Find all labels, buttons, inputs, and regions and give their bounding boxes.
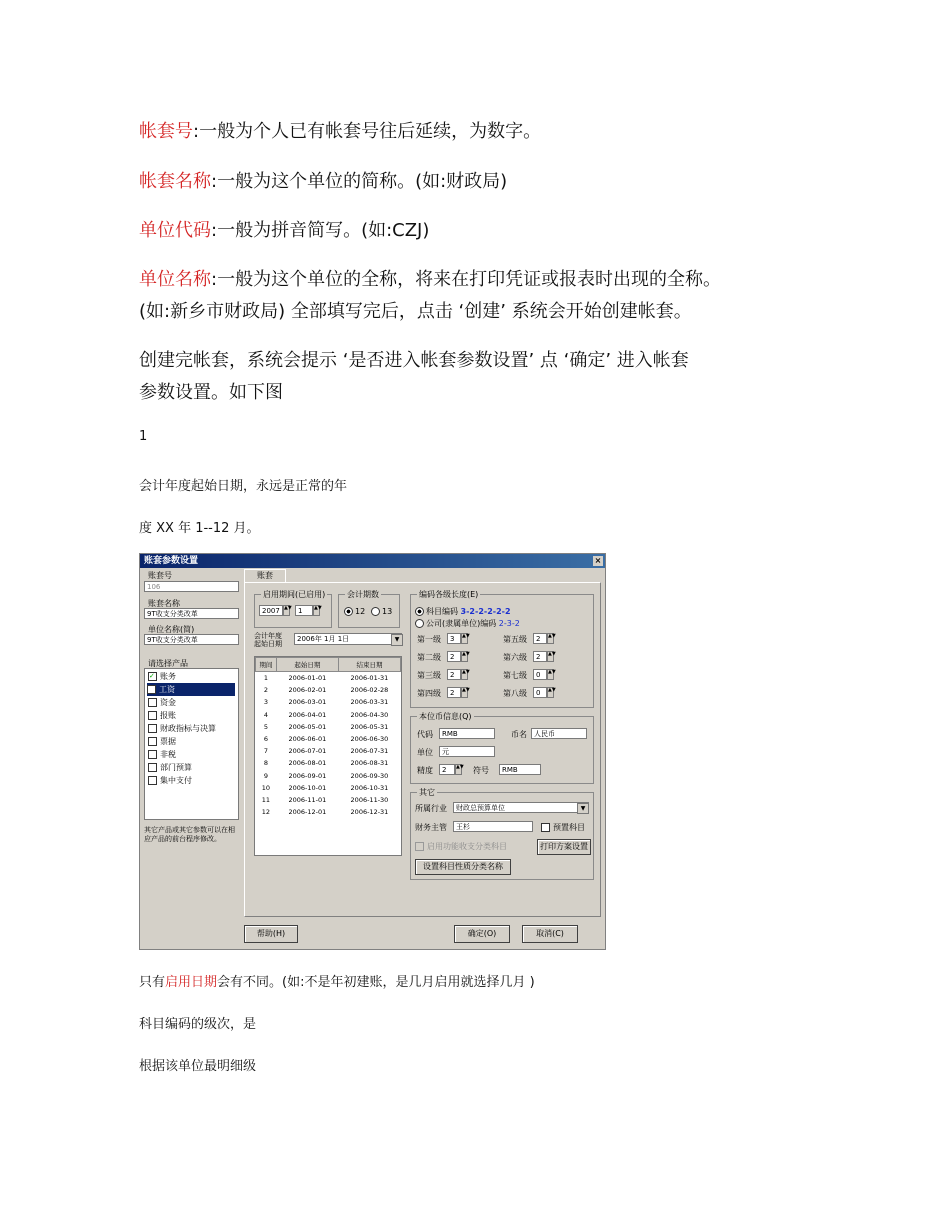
table-cell: 2006-07-31 xyxy=(350,747,389,756)
period-table xyxy=(254,656,402,856)
para-unit-name-line2: (如:新乡市财政局) 全部填写完后，点击 ‘创建’ 系统会开始创建帐套。 xyxy=(139,301,692,322)
level-spinner[interactable]: ▲▼ xyxy=(461,669,468,680)
table-row[interactable] xyxy=(256,721,401,733)
table-cell: 11 xyxy=(261,795,271,804)
col-header: 结束日期 xyxy=(338,658,400,672)
ok-button[interactable]: 确定(O) xyxy=(454,925,510,943)
start-month[interactable]: 1 xyxy=(295,605,313,616)
table-cell: 2006-08-31 xyxy=(350,759,389,768)
tab-account[interactable]: 账套 xyxy=(244,569,286,582)
period-13-radio[interactable]: 13 xyxy=(371,607,392,616)
product-item[interactable]: 工资 xyxy=(147,683,235,696)
period-table-grid xyxy=(255,657,401,818)
table-row[interactable] xyxy=(256,770,401,782)
table-cell: 2006-01-01 xyxy=(288,674,327,683)
currency-name-label: 币名 xyxy=(511,730,527,739)
product-item[interactable]: 非税 xyxy=(148,748,176,761)
table-cell: 2006-12-31 xyxy=(350,808,389,817)
table-cell: 6 xyxy=(263,735,268,744)
table-cell: 2006-06-01 xyxy=(288,735,327,744)
table-cell: 12 xyxy=(261,808,271,817)
industry-select[interactable]: 财政总预算单位 xyxy=(453,802,589,813)
table-cell: 2006-02-01 xyxy=(288,686,327,695)
preset-subjects-checkbox[interactable]: 预置科目 xyxy=(541,822,585,833)
table-cell: 8 xyxy=(263,759,268,768)
table-row[interactable] xyxy=(256,806,401,818)
chevron-down-icon[interactable]: ▼ xyxy=(391,634,403,646)
cancel-button[interactable]: 取消(C) xyxy=(522,925,578,943)
table-row[interactable] xyxy=(256,733,401,745)
industry-label: 所属行业 xyxy=(415,804,447,813)
start-year[interactable]: 2007 xyxy=(259,605,283,616)
level-spinner[interactable]: ▲▼ xyxy=(547,687,554,698)
account-settings-dialog xyxy=(139,553,606,950)
symbol-field[interactable]: RMB xyxy=(499,764,541,775)
symbol-label: 符号 xyxy=(473,766,489,775)
table-cell: 2006-08-01 xyxy=(288,759,327,768)
table-cell: 2006-10-01 xyxy=(288,783,327,792)
product-item[interactable]: ✓ 账务 xyxy=(149,672,176,681)
table-row[interactable] xyxy=(256,684,401,696)
level-label: 第四级 xyxy=(417,689,441,698)
table-cell: 4 xyxy=(263,710,268,719)
level-length-field[interactable]: 2 xyxy=(533,633,547,644)
table-cell: 1 xyxy=(263,674,268,683)
level-spinner[interactable]: ▲▼ xyxy=(547,633,554,644)
para-unit-name: 单位名称:一般为这个单位的全称，将来在打印凭证或报表时出现的全称。 xyxy=(139,269,722,290)
table-cell: 2006-11-01 xyxy=(288,795,327,804)
table-cell: 9 xyxy=(263,771,268,780)
level-length-field[interactable]: 0 xyxy=(533,687,547,698)
term-label: 帐套名称 xyxy=(139,171,211,192)
dialog-title-bar: 账套参数设置 × xyxy=(140,554,605,568)
term-label: 单位代码 xyxy=(139,220,211,241)
product-item[interactable]: 部门预算 xyxy=(148,761,192,774)
fy-start-select[interactable]: 2006年 1月 1日 xyxy=(294,633,402,645)
precision-field[interactable]: 2 xyxy=(439,764,455,775)
level-length-field[interactable]: 3 xyxy=(447,633,461,644)
level-label: 第五级 xyxy=(503,635,527,644)
level-spinner[interactable]: ▲▼ xyxy=(547,651,554,662)
page-number: 1 xyxy=(139,429,148,444)
level-spinner[interactable]: ▲▼ xyxy=(461,633,468,644)
table-cell: 2006-11-30 xyxy=(350,795,389,804)
para-create-line1: 创建完帐套，系统会提示 ‘是否进入帐套参数设置’ 点 ‘确定’ 进入帐套 xyxy=(139,350,689,371)
level-label: 第三级 xyxy=(417,671,441,680)
table-cell: 2006-09-30 xyxy=(350,771,389,780)
product-item[interactable]: 报账 xyxy=(148,709,176,722)
level-length-field[interactable]: 2 xyxy=(447,651,461,662)
level-label: 第二级 xyxy=(417,653,441,662)
level-spinner[interactable]: ▲▼ xyxy=(547,669,554,680)
table-cell: 2006-01-31 xyxy=(350,674,389,683)
table-row[interactable] xyxy=(256,757,401,769)
supervisor-field[interactable]: 王杉 xyxy=(453,821,533,832)
currency-code-label: 代码 xyxy=(417,730,433,739)
fy-start-label: 会计年度 起始日期 xyxy=(254,632,282,648)
para-acct-no: 帐套号:一般为个人已有帐套号往后延续，为数字。 xyxy=(139,121,542,142)
table-cell: 2006-04-30 xyxy=(350,710,389,719)
para-create-line2: 参数设置。如下图 xyxy=(139,382,283,403)
product-item[interactable]: 财政指标与决算 xyxy=(148,722,216,735)
note-fiscal-year: 会计年度起始日期，永远是正常的年 xyxy=(139,479,348,494)
year-spinner[interactable]: ▲▼ xyxy=(283,605,290,616)
table-cell: 2006-02-28 xyxy=(350,686,389,695)
level-label: 第八级 xyxy=(503,689,527,698)
table-cell: 7 xyxy=(263,747,268,756)
currency-unit-field[interactable]: 元 xyxy=(439,746,495,757)
level-spinner[interactable]: ▲▼ xyxy=(461,651,468,662)
month-spinner[interactable]: ▲▼ xyxy=(313,605,320,616)
unit-field[interactable]: 9T收支分类改革 xyxy=(144,634,239,645)
product-item[interactable]: 票据 xyxy=(148,735,176,748)
period-12-radio[interactable]: 12 xyxy=(344,607,365,616)
table-row[interactable] xyxy=(256,745,401,757)
table-cell: 2006-03-01 xyxy=(288,698,327,707)
other-group: 其它 所属行业 财政总预算单位 ▼ 财务主管 王杉 预置科目 启用功能收支分类科目 打印方案设置 设置科目性质分类名称 xyxy=(410,792,594,880)
table-cell: 2006-04-01 xyxy=(288,710,327,719)
period-count-group: 会计期数 12 13 xyxy=(338,594,400,628)
level-length-field[interactable]: 2 xyxy=(447,687,461,698)
supervisor-label: 财务主管 xyxy=(415,823,447,832)
note-fiscal-year-2: 度 XX 年 1--12 月。 xyxy=(139,521,260,536)
level-label: 第六级 xyxy=(503,653,527,662)
print-scheme-button[interactable]: 打印方案设置 xyxy=(537,839,591,855)
products-note: 其它产品或其它参数可以在相应产品的前台程序修改。 xyxy=(144,826,235,843)
rename-category-button[interactable]: 设置科目性质分类名称 xyxy=(415,859,511,875)
close-icon[interactable]: × xyxy=(594,556,602,565)
level-label: 第一级 xyxy=(417,635,441,644)
chevron-down-icon[interactable]: ▼ xyxy=(577,803,589,814)
use-subjects-checkbox[interactable]: 启用功能收支分类科目 xyxy=(415,841,507,852)
level-label: 第七级 xyxy=(503,671,527,680)
col-header: 起始日期 xyxy=(276,658,338,672)
term-label: 单位名称 xyxy=(139,269,211,290)
precision-spinner[interactable]: ▲▼ xyxy=(455,764,462,775)
subject-coding-radio[interactable]: 科目编码 3-2-2-2-2-2 xyxy=(415,606,511,617)
company-coding-radio[interactable]: 公司(隶属单位)编码 2-3-2 xyxy=(415,618,520,629)
table-cell: 3 xyxy=(263,698,268,707)
table-cell: 10 xyxy=(261,783,271,792)
table-cell: 2006-03-31 xyxy=(350,698,389,707)
table-cell: 2006-12-01 xyxy=(288,808,327,817)
coding-length-group: 编码各级长度(E) 科目编码 3-2-2-2-2-2 公司(隶属单位)编码 2-3-2 第一级 3 ▲▼ 第五级 2 ▲▼ 第二级 2 ▲▼ 第六级 2 ▲▼ 第三级 2 ▲▼ 第七级 0 ▲▼ 第四级 2 ▲▼ 第八级 0 ▲▼ xyxy=(410,594,594,708)
para-unit-code: 单位代码:一般为拼音简写。(如:CZJ) xyxy=(139,220,430,241)
note-coding-levels-2: 根据该单位最明细级 xyxy=(139,1059,257,1074)
currency-code-field[interactable]: RMB xyxy=(439,728,495,739)
acct-name-label: 账套名称 xyxy=(148,599,180,608)
term-label: 帐套号 xyxy=(139,121,193,142)
products-label: 请选择产品 xyxy=(148,659,188,668)
level-length-field[interactable]: 2 xyxy=(533,651,547,662)
col-header: 期间 xyxy=(256,658,277,672)
table-cell: 2 xyxy=(263,686,268,695)
product-item[interactable]: 集中支付 xyxy=(148,774,192,787)
precision-label: 精度 xyxy=(417,766,433,775)
table-cell: 2006-05-01 xyxy=(288,722,327,731)
level-length-field[interactable]: 2 xyxy=(447,669,461,680)
table-cell: 2006-09-01 xyxy=(288,771,327,780)
table-row[interactable] xyxy=(256,782,401,794)
currency-group: 本位币信息(Q) 代码 RMB 币名 人民币 单位 元 精度 2 ▲▼ 符号 RMB xyxy=(410,716,594,784)
table-cell: 5 xyxy=(263,722,268,731)
note-coding-levels: 科目编码的级次，是 xyxy=(139,1017,257,1032)
note-start-date: 只有启用日期会有不同。(如:不是年初建账，是几月启用就选择几月 ) xyxy=(139,975,535,990)
currency-unit-label: 单位 xyxy=(417,748,433,757)
table-row[interactable] xyxy=(256,794,401,806)
table-cell: 2006-06-30 xyxy=(350,735,389,744)
acct-no-field[interactable]: 106 xyxy=(144,581,239,592)
level-spinner[interactable]: ▲▼ xyxy=(461,687,468,698)
start-period-group: 启用期间(已启用) 2007 ▲▼ 1 ▲▼ xyxy=(254,594,332,628)
table-cell: 2006-07-01 xyxy=(288,747,327,756)
currency-name-field[interactable]: 人民币 xyxy=(531,728,587,739)
table-row[interactable] xyxy=(256,672,401,685)
product-item[interactable]: 资金 xyxy=(148,696,176,709)
acct-name-field[interactable]: 9T收支分类改革 xyxy=(144,608,239,619)
table-row[interactable] xyxy=(256,696,401,708)
help-button[interactable]: 帮助(H) xyxy=(244,925,298,943)
level-length-field[interactable]: 0 xyxy=(533,669,547,680)
acct-no-label: 账套号 xyxy=(148,571,172,580)
table-row[interactable] xyxy=(256,709,401,721)
unit-label: 单位名称(简) xyxy=(148,625,195,634)
table-cell: 2006-10-31 xyxy=(350,783,389,792)
para-acct-name: 帐套名称:一般为这个单位的简称。(如:财政局) xyxy=(139,171,508,192)
product-list xyxy=(144,668,239,820)
table-cell: 2006-05-31 xyxy=(350,722,389,731)
